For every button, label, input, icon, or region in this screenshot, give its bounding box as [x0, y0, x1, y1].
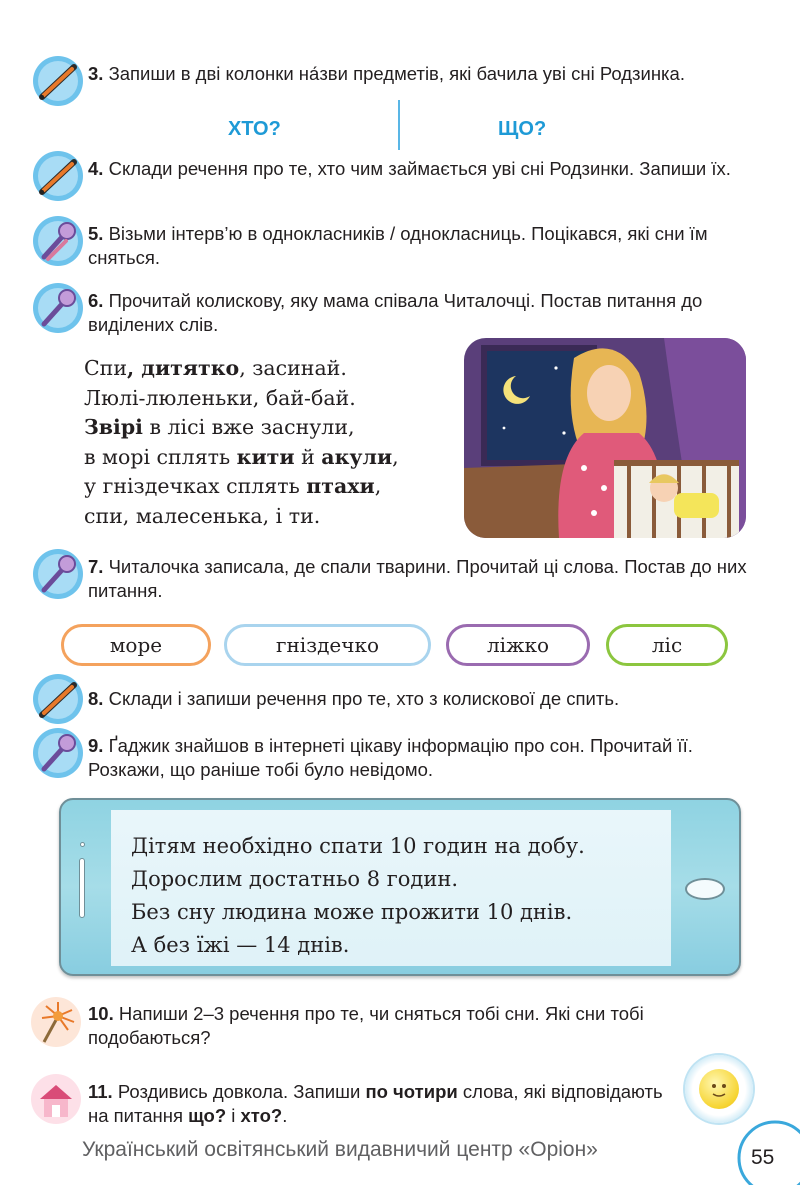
dandelion-icon	[30, 996, 82, 1048]
microphone-icon	[32, 215, 84, 267]
sun-icon	[685, 1055, 753, 1123]
microphone-icon	[32, 548, 84, 600]
task-6: 6. Прочитай колискову, яку мама співала Читалочці. Постав питання до виділених слів.	[88, 290, 703, 335]
house-icon	[30, 1073, 82, 1125]
pen-icon	[32, 673, 84, 725]
pen-icon	[32, 150, 84, 202]
fact-line: Дітям необхідно спати 10 годин на добу.	[131, 834, 585, 858]
sun-face	[699, 1069, 739, 1109]
microphone-icon	[32, 727, 84, 779]
column-divider	[398, 100, 400, 150]
task-7: 7. Читалочка записала, де спали тварини. Прочитай ці слова. Постав до них питання.	[88, 556, 747, 601]
poem-line: спи, малесенька, і ти.	[84, 503, 321, 528]
lullaby-poem	[84, 354, 399, 531]
microphone-icon	[32, 282, 84, 334]
phone-camera	[80, 842, 85, 847]
task-8: 8. Склади і запиши речення про те, хто з колискової де спить.	[88, 688, 620, 709]
task-4: 4. Склади речення про те, хто чим займається уві сні Родзинки. Запиши їх.	[88, 158, 731, 179]
poem-line: у гніздечках сплять птахи,	[84, 474, 382, 498]
publisher-footer: Український освітянський видавничий центр «Оріон»	[82, 1138, 598, 1161]
poem-line: в морі сплять кити й акули,	[84, 444, 399, 469]
task-10: 10. Напиши 2–3 речення про те, чи сняться тобі сни. Які сни тобі подобаються?	[88, 1003, 644, 1048]
fact-line: Без сну людина може прожити 10 днів.	[131, 900, 573, 924]
phone-home-button	[685, 878, 725, 900]
task-11: 11. Роздивись довкола. Запиши по чотири слова, які відповідають на питання що? і хто?.	[88, 1081, 663, 1126]
task-5: 5. Візьми інтерв’ю в однокласників / однокласниць. Поцікався, які сни їм сняться.	[88, 223, 708, 268]
page-number: 55	[751, 1146, 775, 1169]
task-9: 9. Ґаджик знайшов в інтернеті цікаву інформацію про сон. Прочитай її. Розкажи, що раніше тобі було невідомо.	[88, 735, 693, 780]
poem-line: Спи, дитятко, засинай.	[84, 356, 347, 380]
fact-line: А без їжі — 14 днів.	[131, 933, 350, 957]
phone-frame	[59, 798, 741, 976]
poem-line: Люлі-люленьки, бай-бай.	[84, 385, 356, 410]
word-chip: ліжко	[446, 624, 590, 666]
sleep-facts	[131, 830, 585, 962]
phone-speaker	[79, 858, 85, 918]
task-3: 3. Запиши в дві колонки на́зви предметів, які бачила уві сні Родзинка.	[88, 63, 685, 84]
poem-line: Звірі в лісі вже заснули,	[84, 415, 355, 439]
word-chip: море	[61, 624, 211, 666]
fact-line: Дорослим достатньо 8 годин.	[131, 867, 459, 891]
column-who: ХТО?	[228, 118, 281, 140]
pen-icon	[32, 55, 84, 107]
word-chip: ліс	[606, 624, 728, 666]
lullaby-illustration	[464, 338, 746, 538]
column-what: ЩО?	[498, 118, 547, 140]
word-chip: гніздечко	[224, 624, 431, 666]
